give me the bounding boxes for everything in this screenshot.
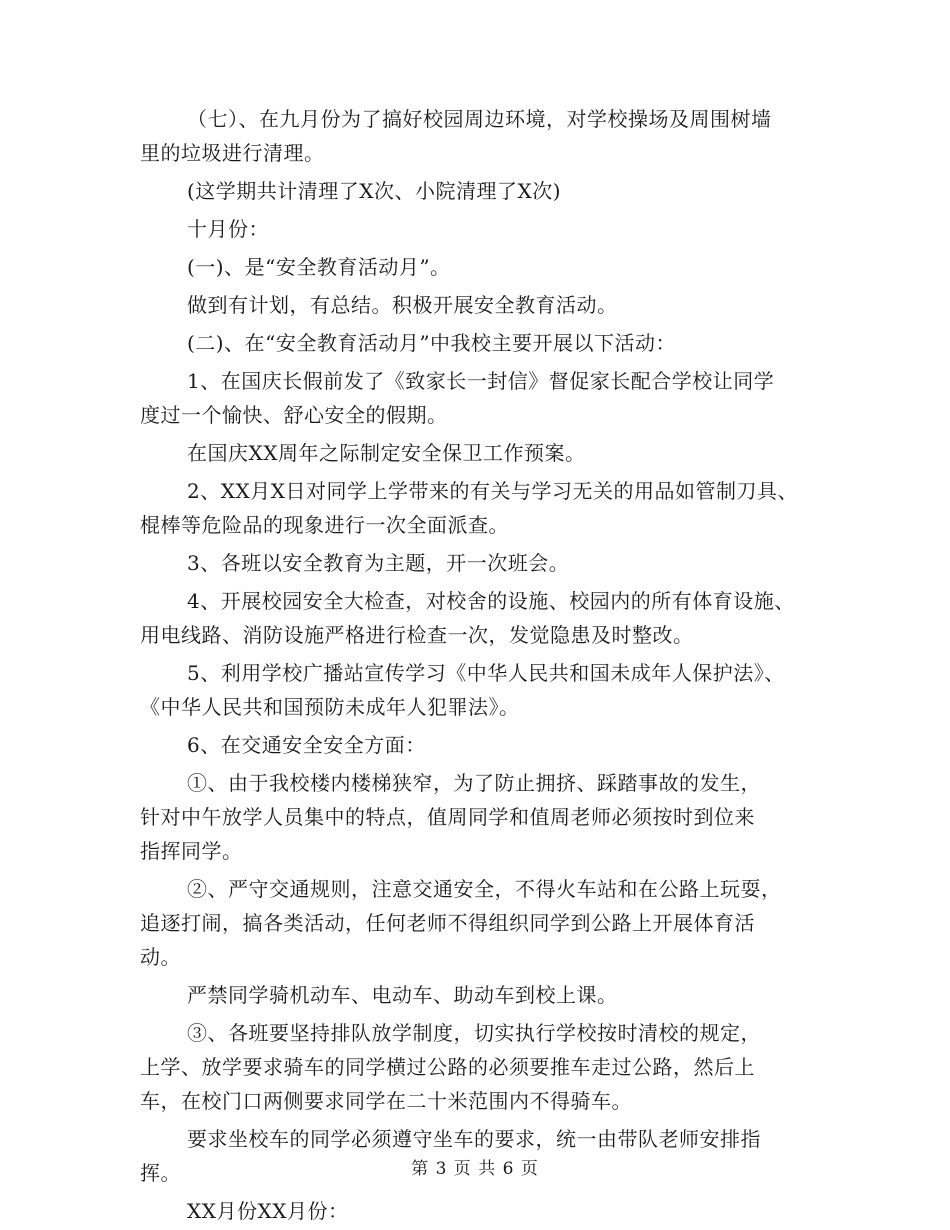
paragraph-line: (二)、在“安全教育活动月”中我校主要开展以下活动： bbox=[187, 331, 677, 355]
paragraph-line: 严禁同学骑机动车、电动车、助动车到校上课。 bbox=[187, 983, 618, 1007]
paragraph-line: XX月份XX月份： bbox=[187, 1199, 349, 1223]
paragraph-line: 做到有计划，有总结。积极开展安全教育活动。 bbox=[187, 293, 618, 317]
paragraph-line: (一)、是“安全教育活动月”。 bbox=[187, 255, 451, 279]
paragraph-line: 5、利用学校广播站宣传学习《中华人民共和国未成年人保护法》、 bbox=[187, 661, 785, 685]
paragraph-line: 用电线路、消防设施严格进行检查一次，发觉隐患及时整改。 bbox=[140, 623, 694, 647]
paragraph-line: 要求坐校车的同学必须遵守坐车的要求，统一由带队老师安排指 bbox=[187, 1127, 761, 1151]
paragraph-line: 度过一个愉快、舒心安全的假期。 bbox=[140, 403, 448, 427]
paragraph-line: 追逐打闹，搞各类活动，任何老师不得组织同学到公路上开展体育活 bbox=[140, 911, 755, 935]
paragraph-line: ③、各班要坚持排队放学制度，切实执行学校按时清校的规定， bbox=[187, 1021, 761, 1045]
paragraph-line: 上学、放学要求骑车的同学横过公路的必须要推车走过公路，然后上 bbox=[140, 1055, 755, 1079]
paragraph-line: 《中华人民共和国预防未成年人犯罪法》。 bbox=[140, 695, 520, 719]
paragraph-line: 动。 bbox=[140, 945, 181, 969]
paragraph-line: 指挥同学。 bbox=[140, 839, 243, 863]
paragraph-line: 1、在国庆长假前发了《致家长一封信》督促家长配合学校让同学 bbox=[187, 369, 775, 393]
paragraph-line: 4、开展校园安全大检查，对校舍的设施、校园内的所有体育设施、 bbox=[187, 589, 795, 613]
paragraph-line: 车，在校门口两侧要求同学在二十米范围内不得骑车。 bbox=[140, 1089, 632, 1113]
paragraph-line: 里的垃圾进行清理。 bbox=[140, 141, 325, 165]
paragraph-line: 十月份： bbox=[187, 217, 269, 241]
page-number-footer: 第 3 页 共 6 页 bbox=[411, 1159, 539, 1179]
paragraph-line: 针对中午放学人员集中的特点，值周同学和值周老师必须按时到位来 bbox=[140, 805, 755, 829]
paragraph-line: 挥。 bbox=[140, 1161, 181, 1185]
paragraph-line: 在国庆XX周年之际制定安全保卫工作预案。 bbox=[187, 441, 586, 465]
paragraph-line: ②、严守交通规则，注意交通安全，不得火车站和在公路上玩耍， bbox=[187, 877, 782, 901]
paragraph-line: 3、各班以安全教育为主题，开一次班会。 bbox=[187, 551, 570, 575]
paragraph-line: ①、由于我校楼内楼梯狭窄，为了防止拥挤、踩踏事故的发生， bbox=[187, 771, 761, 795]
paragraph-line: 2、XX月X日对同学上学带来的有关与学习无关的用品如管制刀具、 bbox=[187, 479, 798, 503]
paragraph-line: 棍棒等危险品的现象进行一次全面派查。 bbox=[140, 513, 509, 537]
paragraph-line: (这学期共计清理了X次、小院清理了X次) bbox=[187, 179, 562, 203]
paragraph-line: 6、在交通安全安全方面： bbox=[187, 733, 426, 757]
paragraph-line: （七）、在九月份为了搞好校园周边环境，对学校操场及周围树墙 bbox=[187, 107, 772, 131]
